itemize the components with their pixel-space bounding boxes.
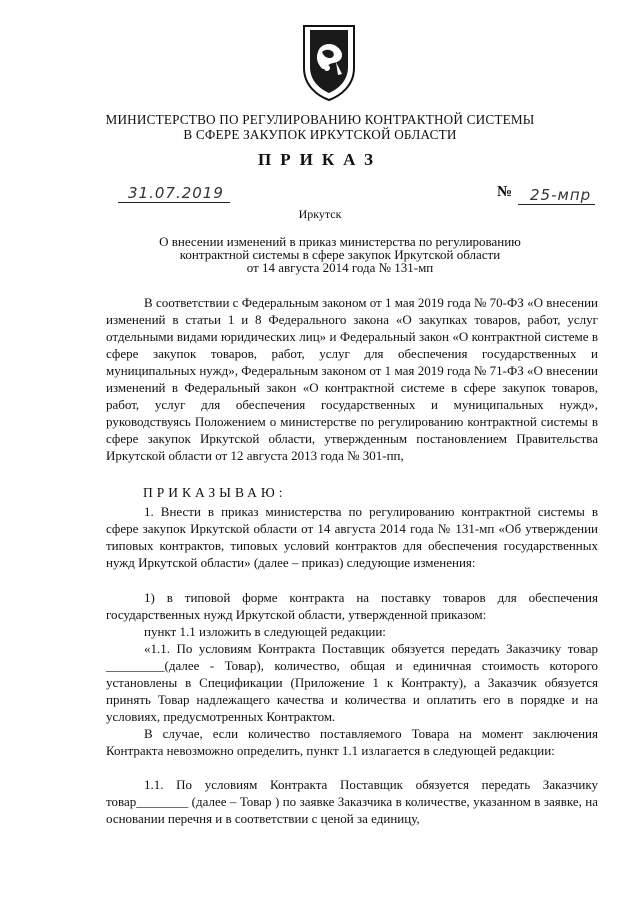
- subject-line-1: О внесении изменений в приказ министерства по регулированию: [159, 234, 521, 249]
- document-type-title: ПРИКАЗ: [258, 150, 382, 169]
- subject-line-2: контрактной системы в сфере закупок Иркутской области: [179, 247, 501, 262]
- number-label: №: [497, 184, 513, 200]
- ministry-name-line-2: В СФЕРЕ ЗАКУПОК ИРКУТСКОЙ ОБЛАСТИ: [183, 127, 457, 142]
- clause-1-1-alt-text: 1.1. По условиям Контракта Поставщик обязуется передать Заказчику товар________ (далее – Товар ) по заявке Заказчика в количестве, указанном в заявке, на основании перечня и в соответствии с ценой за единицу,: [106, 777, 598, 826]
- handwritten-number: 25-мпр: [518, 186, 595, 205]
- item-1-paragraph: [106, 503, 598, 571]
- alternative-case-paragraph: [106, 725, 598, 759]
- irkutsk-coat-of-arms-icon: [300, 22, 358, 102]
- ministry-name-line-1: МИНИСТЕРСТВО ПО РЕГУЛИРОВАНИЮ КОНТРАКТНОЙ СИСТЕМЫ: [105, 112, 535, 127]
- preamble-paragraph: [106, 294, 598, 464]
- preamble-text: В соответствии с Федеральным законом от 1 мая 2019 года № 70-ФЗ «О внесении изменений в статьи 1 и 8 Федерального закона «О закупках товаров, работ, услуг отдельными видами юридических лиц» и Федеральный закон «О контрактной системе в сфере закупок товаров, работ, услуг для обеспечения государственных и муниципальных нужд», Федеральным законом от 1 мая 2019 года № 71-ФЗ «О внесении изменений в Федеральный закон «О контрактной системе в сфере закупок товаров, работ, услуг для обеспечения государственных и муниципальных нужд», руководствуясь Положением о министерстве по регулированию контрактной системы в сфере закупок Иркутской области, утвержденным постановлением Правительства Иркутской области от 12 августа 2013 года № 301-пп,: [106, 295, 598, 463]
- subitem-1-text: 1) в типовой форме контракта на поставку товаров для обеспечения государственных нужд Иркутской области, утвержденной приказом:: [106, 590, 598, 622]
- clause-instruction-paragraph: [106, 623, 598, 640]
- alternative-case-text: В случае, если количество поставляемого Товара на момент заключения Контракта невозможно определить, пункт 1.1 излагается в следующей редакции:: [106, 726, 598, 758]
- clause-instruction-text: пункт 1.1 изложить в следующей редакции:: [144, 624, 386, 639]
- subject-line-3: от 14 августа 2014 года № 131-мп: [246, 260, 434, 275]
- handwritten-date: 31.07.2019: [118, 184, 230, 203]
- clause-1-1-text: «1.1. По условиям Контракта Поставщик обязуется передать Заказчику товар _________(далее - Товар), количество, общая и единичная стоимость которого установлены в Спецификации (Приложение 1 к Контракту), а Заказчик обязуется принять Товар надлежащего качества и количества и оплатить его в порядке и на условиях, предусмотренных Контрактом.: [106, 641, 598, 724]
- item-1-text: 1. Внести в приказ министерства по регулированию контрактной системы в сфере закупок Иркутской области от 14 августа 2014 года № 131-мп «Об утверждении типовых контрактов, типовых условий контрактов для обеспечения государственных нужд Иркутской области» (далее – приказ) следующие изменения:: [106, 504, 598, 570]
- city-name: Иркутск: [298, 207, 342, 221]
- clause-1-1-paragraph: [106, 640, 598, 725]
- prikazyvayu-heading: ПРИКАЗЫВАЮ:: [143, 485, 287, 500]
- subitem-1-paragraph: [106, 589, 598, 623]
- clause-1-1-alt-paragraph: [106, 776, 598, 827]
